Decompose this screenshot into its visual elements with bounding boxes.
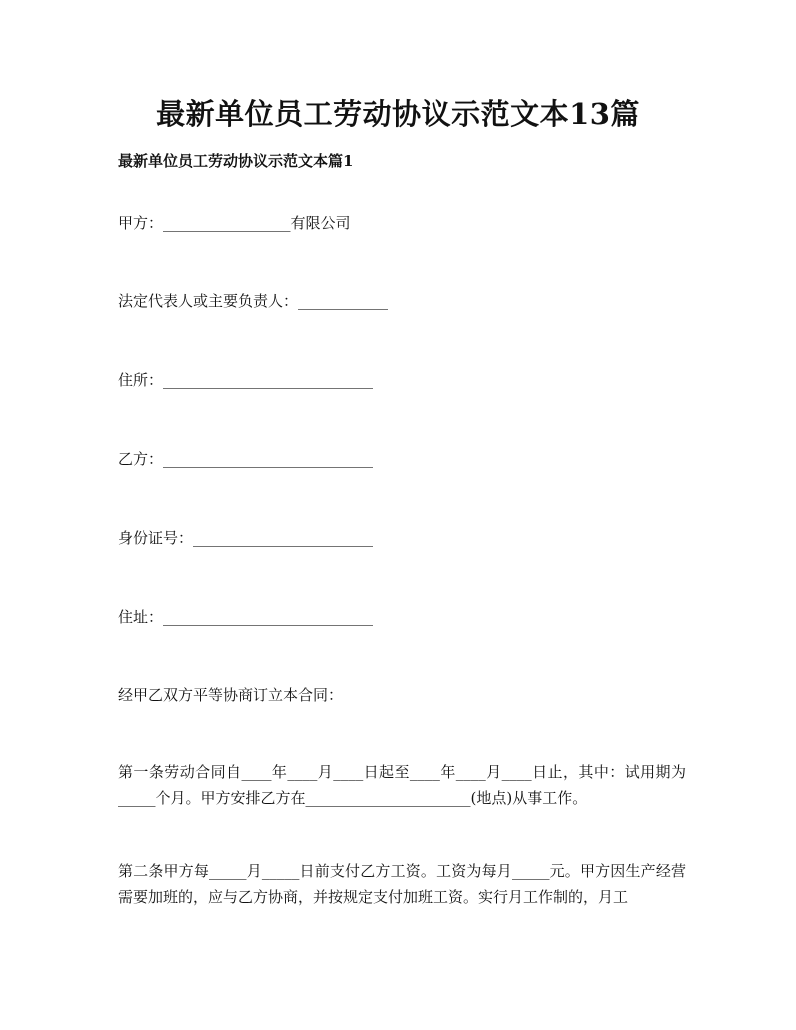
article-2-paragraph: 第二条甲方每_____月_____日前支付乙方工资。工资为每月_____元。甲方因生产经营需要加班的，应与乙方协商，并按规定支付加班工资。实行月工作制的，月工: [118, 862, 686, 906]
legal-representative-line: 法定代表人或主要负责人：____________: [118, 292, 389, 310]
party-a-address-line: 住所：____________________________: [118, 371, 374, 389]
party-a-line: 甲方：_________________有限公司: [118, 214, 351, 232]
document-title: 最新单位员工劳动协议示范文本13篇: [156, 97, 640, 131]
article-1-paragraph: 第一条劳动合同自____年____月____日起至____年____月____日止，其中：试用期为_____个月。甲方安排乙方在______________________(地点)从事工作。: [118, 763, 686, 807]
party-b-address-line: 住址：____________________________: [118, 608, 374, 626]
intro-paragraph: 经甲乙双方平等协商订立本合同：: [118, 686, 344, 704]
id-number-line: 身份证号：________________________: [118, 529, 374, 547]
party-b-line: 乙方：____________________________: [118, 450, 374, 468]
section-heading: 最新单位员工劳动协议示范文本篇1: [118, 152, 354, 170]
